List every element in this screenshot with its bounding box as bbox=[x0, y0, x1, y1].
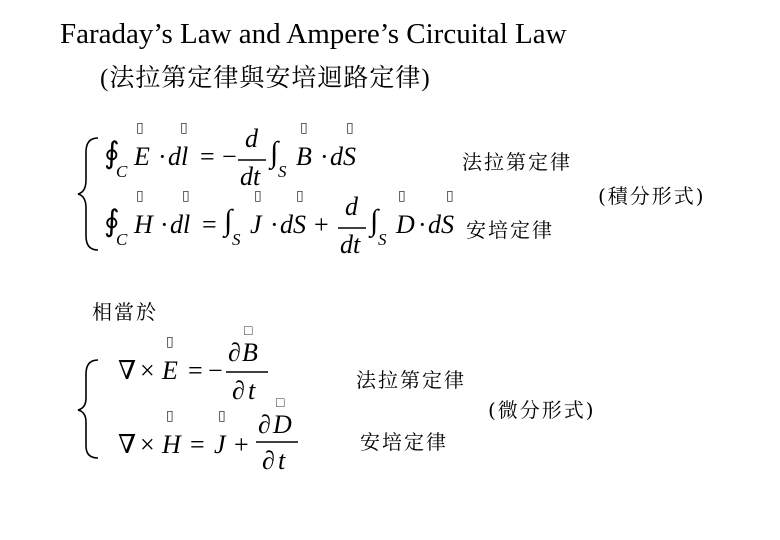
integral-symbol: ∫ bbox=[224, 204, 233, 237]
equals-sign: = bbox=[188, 356, 203, 385]
vector-mark: ▯ bbox=[446, 189, 454, 204]
minus-sign: − bbox=[208, 356, 223, 385]
dot-operator: · bbox=[320, 142, 329, 171]
dot-operator: · bbox=[270, 210, 279, 239]
symbol-J: J bbox=[250, 210, 262, 239]
integral-symbol: ∫ bbox=[370, 204, 379, 237]
frac-numerator-d: d bbox=[245, 124, 258, 153]
symbol-B: B bbox=[296, 142, 312, 171]
vector-mark: ▯ bbox=[300, 121, 308, 136]
nabla-symbol: ∇ bbox=[118, 430, 137, 459]
symbol-dS: dS bbox=[428, 210, 454, 239]
symbol-E: E bbox=[162, 356, 178, 385]
symbol-D: D bbox=[273, 410, 292, 439]
cross-operator: × bbox=[140, 356, 155, 385]
vector-mark: ▯ bbox=[136, 121, 144, 136]
vector-mark: ▯ bbox=[398, 189, 406, 204]
nabla-symbol: ∇ bbox=[118, 356, 137, 385]
vector-mark: ▯ bbox=[346, 121, 354, 136]
symbol-t: t bbox=[248, 376, 256, 405]
symbol-dl: dl bbox=[168, 142, 189, 171]
partial-symbol: ∂ bbox=[258, 410, 271, 439]
vector-mark: ▯ bbox=[180, 121, 188, 136]
symbol-D: D bbox=[396, 210, 415, 239]
contour-integral-symbol: ∮ bbox=[104, 137, 120, 170]
differential-form-label: (微分形式) bbox=[488, 398, 596, 422]
partial-symbol: ∂ bbox=[232, 376, 245, 405]
surface-subscript: S bbox=[232, 230, 241, 249]
vector-mark: ▯ bbox=[182, 189, 190, 204]
integral-symbol: ∫ bbox=[270, 136, 279, 169]
vector-mark: ▯ bbox=[136, 189, 144, 204]
partial-symbol: ∂ bbox=[228, 338, 241, 367]
integral-form-label: (積分形式) bbox=[598, 184, 706, 208]
symbol-B: B bbox=[242, 338, 258, 367]
differential-form-brace bbox=[78, 360, 98, 458]
faraday-law-label-diff: 法拉第定律 bbox=[356, 368, 466, 392]
vector-mark: □ bbox=[244, 324, 253, 339]
contour-subscript: C bbox=[116, 230, 128, 249]
equals-sign: = bbox=[190, 430, 205, 459]
partial-symbol: ∂ bbox=[262, 446, 275, 475]
vector-mark: ▯ bbox=[254, 189, 262, 204]
integral-form-brace bbox=[78, 138, 98, 250]
ampere-law-label-diff: 安培定律 bbox=[360, 430, 448, 454]
plus-sign: + bbox=[314, 210, 329, 239]
equals-sign: = bbox=[200, 142, 215, 171]
surface-subscript: S bbox=[378, 230, 387, 249]
contour-subscript: C bbox=[116, 162, 128, 181]
symbol-t: t bbox=[278, 446, 286, 475]
dot-operator: · bbox=[160, 210, 169, 239]
vector-mark: ▯ bbox=[166, 409, 174, 424]
frac-denominator-dt: dt bbox=[240, 162, 261, 191]
vector-mark: □ bbox=[276, 396, 285, 411]
vector-mark: ▯ bbox=[296, 189, 304, 204]
symbol-E: E bbox=[134, 142, 150, 171]
faraday-law-label-integral: 法拉第定律 bbox=[462, 150, 572, 174]
symbol-H: H bbox=[162, 430, 181, 459]
plus-sign: + bbox=[234, 430, 249, 459]
equivalent-label: 相當於 bbox=[92, 300, 158, 324]
symbol-J: J bbox=[214, 430, 226, 459]
surface-subscript: S bbox=[278, 162, 287, 181]
dot-operator: · bbox=[418, 210, 427, 239]
frac-numerator-d: d bbox=[345, 192, 358, 221]
vector-mark: ▯ bbox=[166, 335, 174, 350]
symbol-dS: dS bbox=[330, 142, 356, 171]
minus-sign: − bbox=[222, 142, 237, 171]
symbol-dl: dl bbox=[170, 210, 191, 239]
cross-operator: × bbox=[140, 430, 155, 459]
symbol-H: H bbox=[134, 210, 153, 239]
vector-mark: ▯ bbox=[218, 409, 226, 424]
page-subtitle: (法拉第定律與安培迴路定律) bbox=[100, 65, 431, 92]
dot-operator: · bbox=[158, 142, 167, 171]
ampere-law-label-integral: 安培定律 bbox=[466, 218, 554, 242]
frac-denominator-dt: dt bbox=[340, 230, 361, 259]
contour-integral-symbol: ∮ bbox=[104, 205, 120, 238]
page-title: Faraday’s Law and Ampere’s Circuital Law bbox=[60, 18, 567, 50]
symbol-dS: dS bbox=[280, 210, 306, 239]
equals-sign: = bbox=[202, 210, 217, 239]
